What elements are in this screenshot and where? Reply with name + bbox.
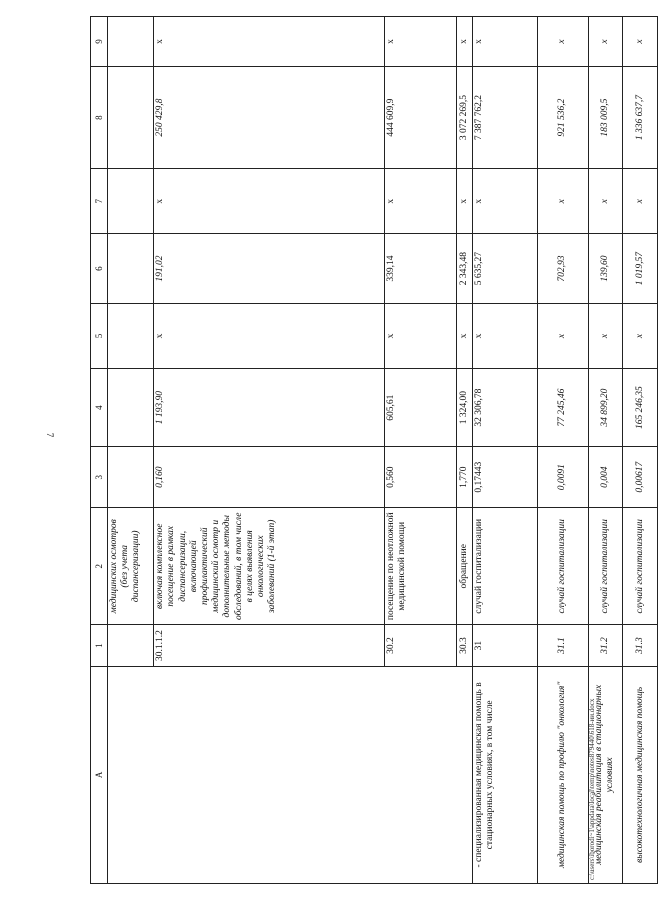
row-c8: 250 429,8	[154, 67, 385, 169]
row-c6: 191,02	[154, 234, 385, 304]
row-c5	[108, 303, 154, 368]
row-c7: x	[154, 169, 385, 234]
landscape-table-wrapper	[90, 16, 658, 884]
header-cell-7: 7	[91, 169, 108, 234]
row-c7: x	[456, 169, 472, 234]
row-cost: 165 246,35	[623, 369, 658, 447]
row-code: 31.2	[588, 625, 623, 666]
row-label	[108, 666, 473, 883]
row-norm: 0,004	[588, 447, 623, 508]
row-cost: 77 245,46	[537, 369, 588, 447]
row-c9: x	[385, 17, 457, 67]
row-unit: случай госпитализации	[588, 508, 623, 625]
row-c5: x	[456, 303, 472, 368]
row-c8: 444 609,9	[385, 67, 457, 169]
row-cost	[108, 369, 154, 447]
header-cell-2: 2	[91, 508, 108, 625]
row-c9: x	[473, 17, 538, 67]
row-c6: 702,93	[537, 234, 588, 304]
row-label: медицинская реабилитация в стационарных условиях	[588, 666, 623, 883]
header-row	[91, 17, 108, 884]
row-c8: 1 336 637,7	[623, 67, 658, 169]
header-cell-6: 6	[91, 234, 108, 304]
row-c6: 5 635,27	[473, 234, 538, 304]
row-c5: x	[473, 303, 538, 368]
row-norm: 0,160	[154, 447, 385, 508]
table-row	[623, 17, 658, 884]
row-unit: медицинских осмотров (без учета диспансеризации)	[108, 508, 154, 625]
row-c7	[108, 169, 154, 234]
row-c7: x	[473, 169, 538, 234]
row-norm: 0,560	[385, 447, 457, 508]
row-c9: x	[456, 17, 472, 67]
financing-table	[90, 16, 658, 884]
row-c6	[108, 234, 154, 304]
row-c8: 7 387 762,2	[473, 67, 538, 169]
row-norm	[108, 447, 154, 508]
row-c5: x	[623, 303, 658, 368]
row-unit: случай госпитализации	[623, 508, 658, 625]
row-c8: 921 536,2	[537, 67, 588, 169]
row-code: 31.1	[537, 625, 588, 666]
file-path-footer: c:\users\iborodi~1\appdata\local\temp\notes879440\618-ии.docx	[588, 698, 596, 880]
row-c9	[108, 17, 154, 67]
header-cell-1: 1	[91, 625, 108, 666]
header-cell-9: 9	[91, 17, 108, 67]
row-norm: 0,00617	[623, 447, 658, 508]
header-cell-a: А	[91, 666, 108, 883]
row-c5: x	[588, 303, 623, 368]
row-cost: 1 193,90	[154, 369, 385, 447]
rotated-table-area	[90, 16, 660, 886]
row-unit: обращение	[456, 508, 472, 625]
row-c8	[108, 67, 154, 169]
row-code: 30.1.1.2	[154, 625, 385, 666]
row-code: 30.2	[385, 625, 457, 666]
header-cell-8: 8	[91, 67, 108, 169]
row-unit: случай госпитализации	[537, 508, 588, 625]
row-cost: 1 324,00	[456, 369, 472, 447]
row-unit: включая комплексное посещение в рамках диспансеризации, включающей профилактический медицинский осмотр и дополнительные методы обследований, в том числе в целях выявления онкологических заболеваний (1-й этап)	[154, 508, 385, 625]
page-number: 7	[45, 432, 55, 438]
header-cell-3: 3	[91, 447, 108, 508]
row-c6: 139,60	[588, 234, 623, 304]
row-c7: x	[385, 169, 457, 234]
row-c9: x	[154, 17, 385, 67]
row-code: 30.3	[456, 625, 472, 666]
row-c6: 2 343,48	[456, 234, 472, 304]
row-c7: x	[537, 169, 588, 234]
row-code	[108, 625, 154, 666]
row-code: 31.3	[623, 625, 658, 666]
row-c8: 3 072 269,5	[456, 67, 472, 169]
header-cell-4: 4	[91, 369, 108, 447]
row-label: высокотехнологичная медицинская помощь	[623, 666, 658, 883]
row-norm: 0,17443	[473, 447, 538, 508]
row-unit: посещение по неотложной медицинской помощи	[385, 508, 457, 625]
row-c6: 339,14	[385, 234, 457, 304]
row-cost: 34 899,20	[588, 369, 623, 447]
row-c5: x	[385, 303, 457, 368]
row-c5: x	[154, 303, 385, 368]
row-cost: 32 306,78	[473, 369, 538, 447]
row-c9: x	[588, 17, 623, 67]
row-c7: x	[588, 169, 623, 234]
table-row	[473, 17, 538, 884]
row-label: медицинская помощь по профилю "онкология"	[537, 666, 588, 883]
row-c9: x	[537, 17, 588, 67]
header-cell-5: 5	[91, 303, 108, 368]
row-cost: 605,61	[385, 369, 457, 447]
row-label: - специализированная медицинская помощь в стационарных условиях, в том числе	[473, 666, 538, 883]
row-norm: 1,770	[456, 447, 472, 508]
row-norm: 0,0091	[537, 447, 588, 508]
table-row	[108, 17, 154, 884]
row-unit: случай госпитализации	[473, 508, 538, 625]
row-c9: x	[623, 17, 658, 67]
row-c6: 1 019,57	[623, 234, 658, 304]
row-c8: 183 009,5	[588, 67, 623, 169]
row-c5: x	[537, 303, 588, 368]
row-code: 31	[473, 625, 538, 666]
row-c7: x	[623, 169, 658, 234]
table-row	[537, 17, 588, 884]
